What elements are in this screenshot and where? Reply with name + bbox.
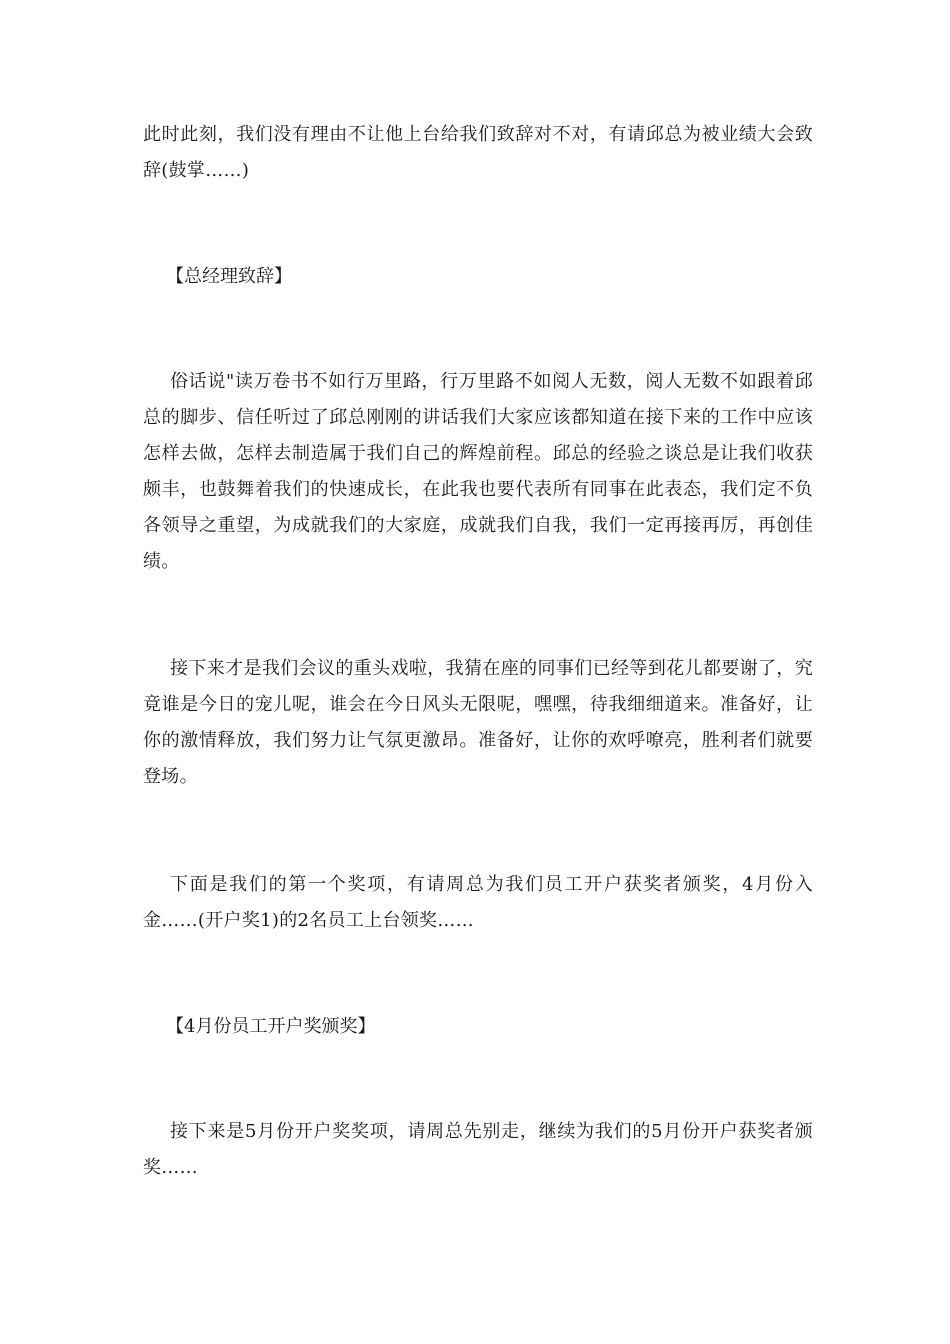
paragraph-gm-response: 俗话说"读万卷书不如行万里路，行万里路不如阅人无数，阅人无数不如跟着邱总的脚步、信任听过了邱总刚刚的讲话我们大家应该都知道在接下来的工作中应该怎样去做，怎样去制造属于我们自己的辉煌前程。邱总的经验之谈总是让我们收获颇丰，也鼓舞着我们的快速成长，在此我也要代表所有同事在此表态，我们定不负各领导之重望，为成就我们的大家庭，成就我们自我，我们一定再接再厉，再创佳绩。: [143, 371, 813, 572]
paragraph-closing-invitation: 此时此刻，我们没有理由不让他上台给我们致辞对不对，有请邱总为被业绩大会致辞(鼓掌……): [143, 124, 813, 181]
paragraph-may-award: 接下来是5月份开户奖奖项，请周总先别走，继续为我们的5月份开户获奖者颁奖……: [143, 1121, 813, 1178]
section-heading-april-award: 【4月份员工开户奖颁奖】: [166, 1016, 376, 1037]
paragraph-main-event: 接下来才是我们会议的重头戏啦，我猜在座的同事们已经等到花儿都要谢了，究竟谁是今日的宠儿呢，谁会在今日风头无限呢，嘿嘿，待我细细道来。准备好，让你的激情释放，我们努力让气氛更激昂。准备好，让你的欢呼嘹亮，胜利者们就要登场。: [143, 658, 813, 787]
paragraph-first-award: 下面是我们的第一个奖项，有请周总为我们员工开户获奖者颁奖，4月份入金……(开户奖1)的2名员工上台领奖……: [143, 874, 813, 931]
section-heading-gm-speech: 【总经理致辞】: [166, 266, 292, 287]
